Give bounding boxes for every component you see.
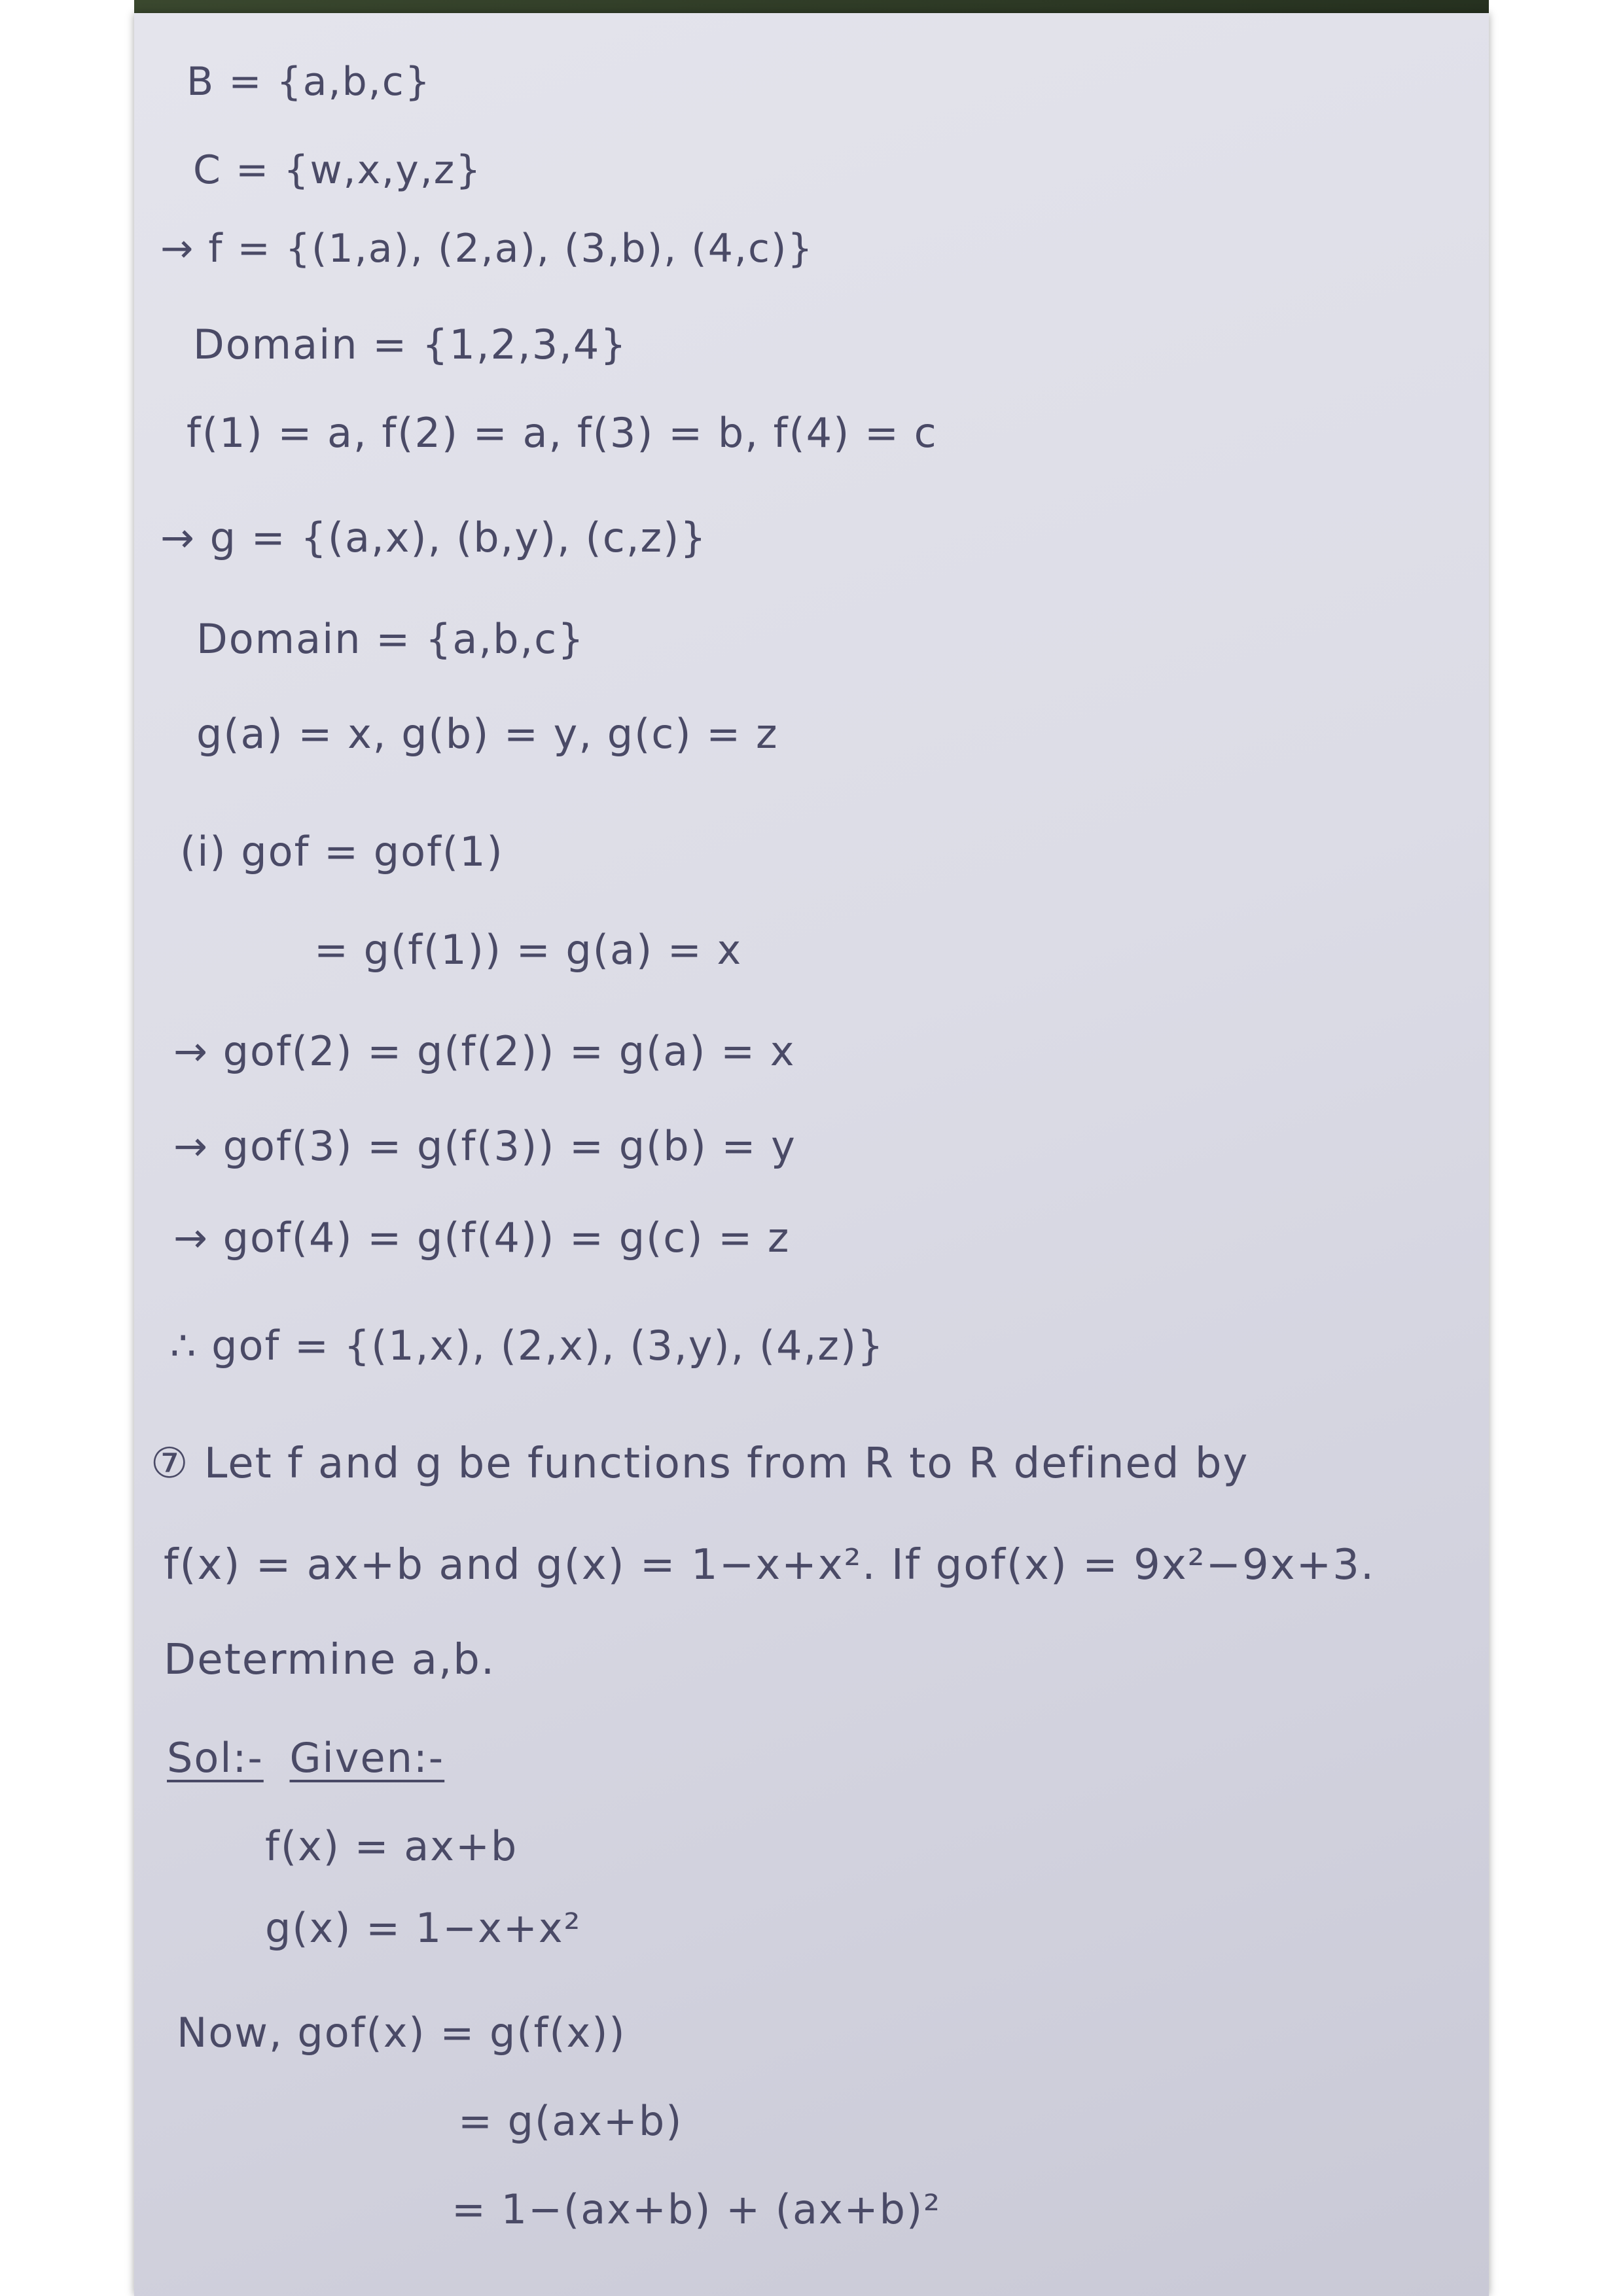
line-func-f: → f = {(1,a), (2,a), (3,b), (4,c)}: [160, 226, 814, 272]
line-now: Now, gof(x) = g(f(x)): [177, 2009, 626, 2057]
notebook-page: [134, 13, 1489, 2296]
line-set-b: B = {a,b,c}: [187, 59, 431, 105]
line-gof-result: ∴ gof = {(1,x), (2,x), (3,y), (4,z)}: [170, 1322, 885, 1369]
line-q7-1: ⑦ Let f and g be functions from R to R defined by: [151, 1439, 1249, 1488]
line-step-2: = g(ax+b): [458, 2097, 683, 2145]
line-gof-1a: (i) gof = gof(1): [180, 828, 504, 875]
line-step-3: = 1−(ax+b) + (ax+b)²: [452, 2185, 942, 2233]
label-sol: [167, 1734, 444, 1782]
left-margin: [0, 0, 134, 2296]
sol-text: Sol:-: [167, 1734, 264, 1782]
line-given-f: f(x) = ax+b: [265, 1822, 518, 1870]
line-gof-1b: = g(f(1)) = g(a) = x: [314, 926, 743, 974]
line-domain-f: Domain = {1,2,3,4}: [193, 321, 628, 368]
line-func-g: → g = {(a,x), (b,y), (c,z)}: [160, 514, 707, 561]
line-gof-2: → gof(2) = g(f(2)) = g(a) = x: [173, 1027, 796, 1075]
line-g-values: g(a) = x, g(b) = y, g(c) = z: [196, 710, 779, 758]
line-gof-3: → gof(3) = g(f(3)) = g(b) = y: [173, 1122, 796, 1170]
line-f-values: f(1) = a, f(2) = a, f(3) = b, f(4) = c: [187, 409, 938, 457]
line-gof-4: → gof(4) = g(f(4)) = g(c) = z: [173, 1214, 791, 1262]
line-q7-2: f(x) = ax+b and g(x) = 1−x+x². If gof(x) = 9x²−9x+3.: [164, 1541, 1376, 1589]
line-set-c: C = {w,x,y,z}: [193, 147, 482, 193]
line-given-g: g(x) = 1−x+x²: [265, 1904, 582, 1952]
line-q7-3: Determine a,b.: [164, 1636, 496, 1684]
line-domain-g: Domain = {a,b,c}: [196, 615, 585, 663]
right-margin: [1489, 0, 1623, 2296]
given-text: Given:-: [289, 1734, 445, 1782]
